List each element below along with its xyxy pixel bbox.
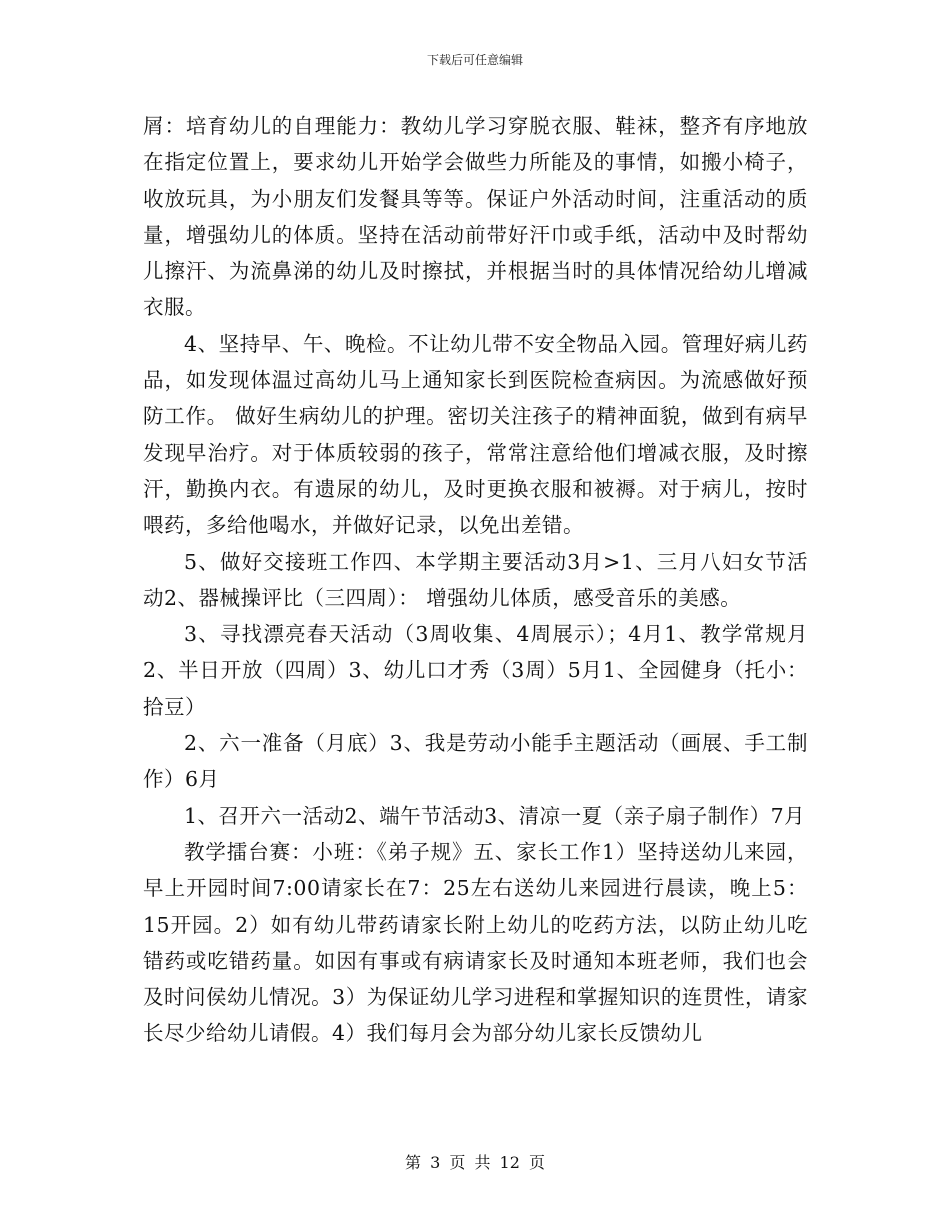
paragraph-5: 2、六一准备（月底）3、我是劳动小能手主题活动（画展、手工制作）6月	[143, 731, 808, 792]
paragraph-6: 1、召开六一活动2、端午节活动3、清凉一夏（亲子扇子制作）7月	[184, 803, 806, 828]
document-body	[143, 108, 808, 1052]
paragraph-2: 4、坚持早、午、晚检。不让幼儿带不安全物品入园。管理好病儿药品，如发现体温过高幼儿马上通知家长到医院检查病因。为流感做好预防工作。 做好生病幼儿的护理。密切关注孩子的精神面貌，做到有病早发现早治疗。对于体质较弱的孩子，常常注意给他们增减衣服，及时擦汗，勤换内衣。有遗尿的幼儿，及时更换衣服和被褥。对于病儿，按时喂药，多给他喝水，并做好记录，以免出差错。	[143, 331, 808, 538]
page-number-footer: 第 3 页 共 12 页	[405, 1153, 545, 1172]
paragraph-7: 教学擂台赛：小班：《弟子规》五、家长工作1）坚持送幼儿来园，早上开园时间7:00请家长在7：25左右送幼儿来园进行晨读，晚上5：15开园。2）如有幼儿带药请家长附上幼儿的吃药方法，以防止幼儿吃错药或吃错药量。如因有事或有病请家长及时通知本班老师，我们也会及时问侯幼儿情况。3）为保证幼儿学习进程和掌握知识的连贯性，请家长尽少给幼儿请假。4）我们每月会为部分幼儿家长反馈幼儿	[143, 839, 808, 1046]
page-header: 下载后可任意编辑	[426, 53, 523, 67]
paragraph-3: 5、做好交接班工作四、本学期主要活动3月>1、三月八妇女节活动2、器械操评比（三四周）： 增强幼儿体质，感受音乐的美感。	[143, 549, 808, 610]
paragraph-1: 屑：培育幼儿的自理能力：教幼儿学习穿脱衣服、鞋袜，整齐有序地放在指定位置上，要求幼儿开始学会做些力所能及的事情，如搬小椅子，收放玩具，为小朋友们发餐具等等。保证户外活动时间，注重活动的质量，增强幼儿的体质。坚持在活动前带好汗巾或手纸，活动中及时帮幼儿擦汗、为流鼻涕的幼儿及时擦拭，并根据当时的具体情况给幼儿增减衣服。	[143, 114, 808, 320]
paragraph-4: 3、寻找漂亮春天活动（3周收集、4周展示）；4月1、教学常规月2、半日开放（四周）3、幼儿口才秀（3周）5月1、全园健身（托小：拾豆）	[143, 622, 808, 719]
